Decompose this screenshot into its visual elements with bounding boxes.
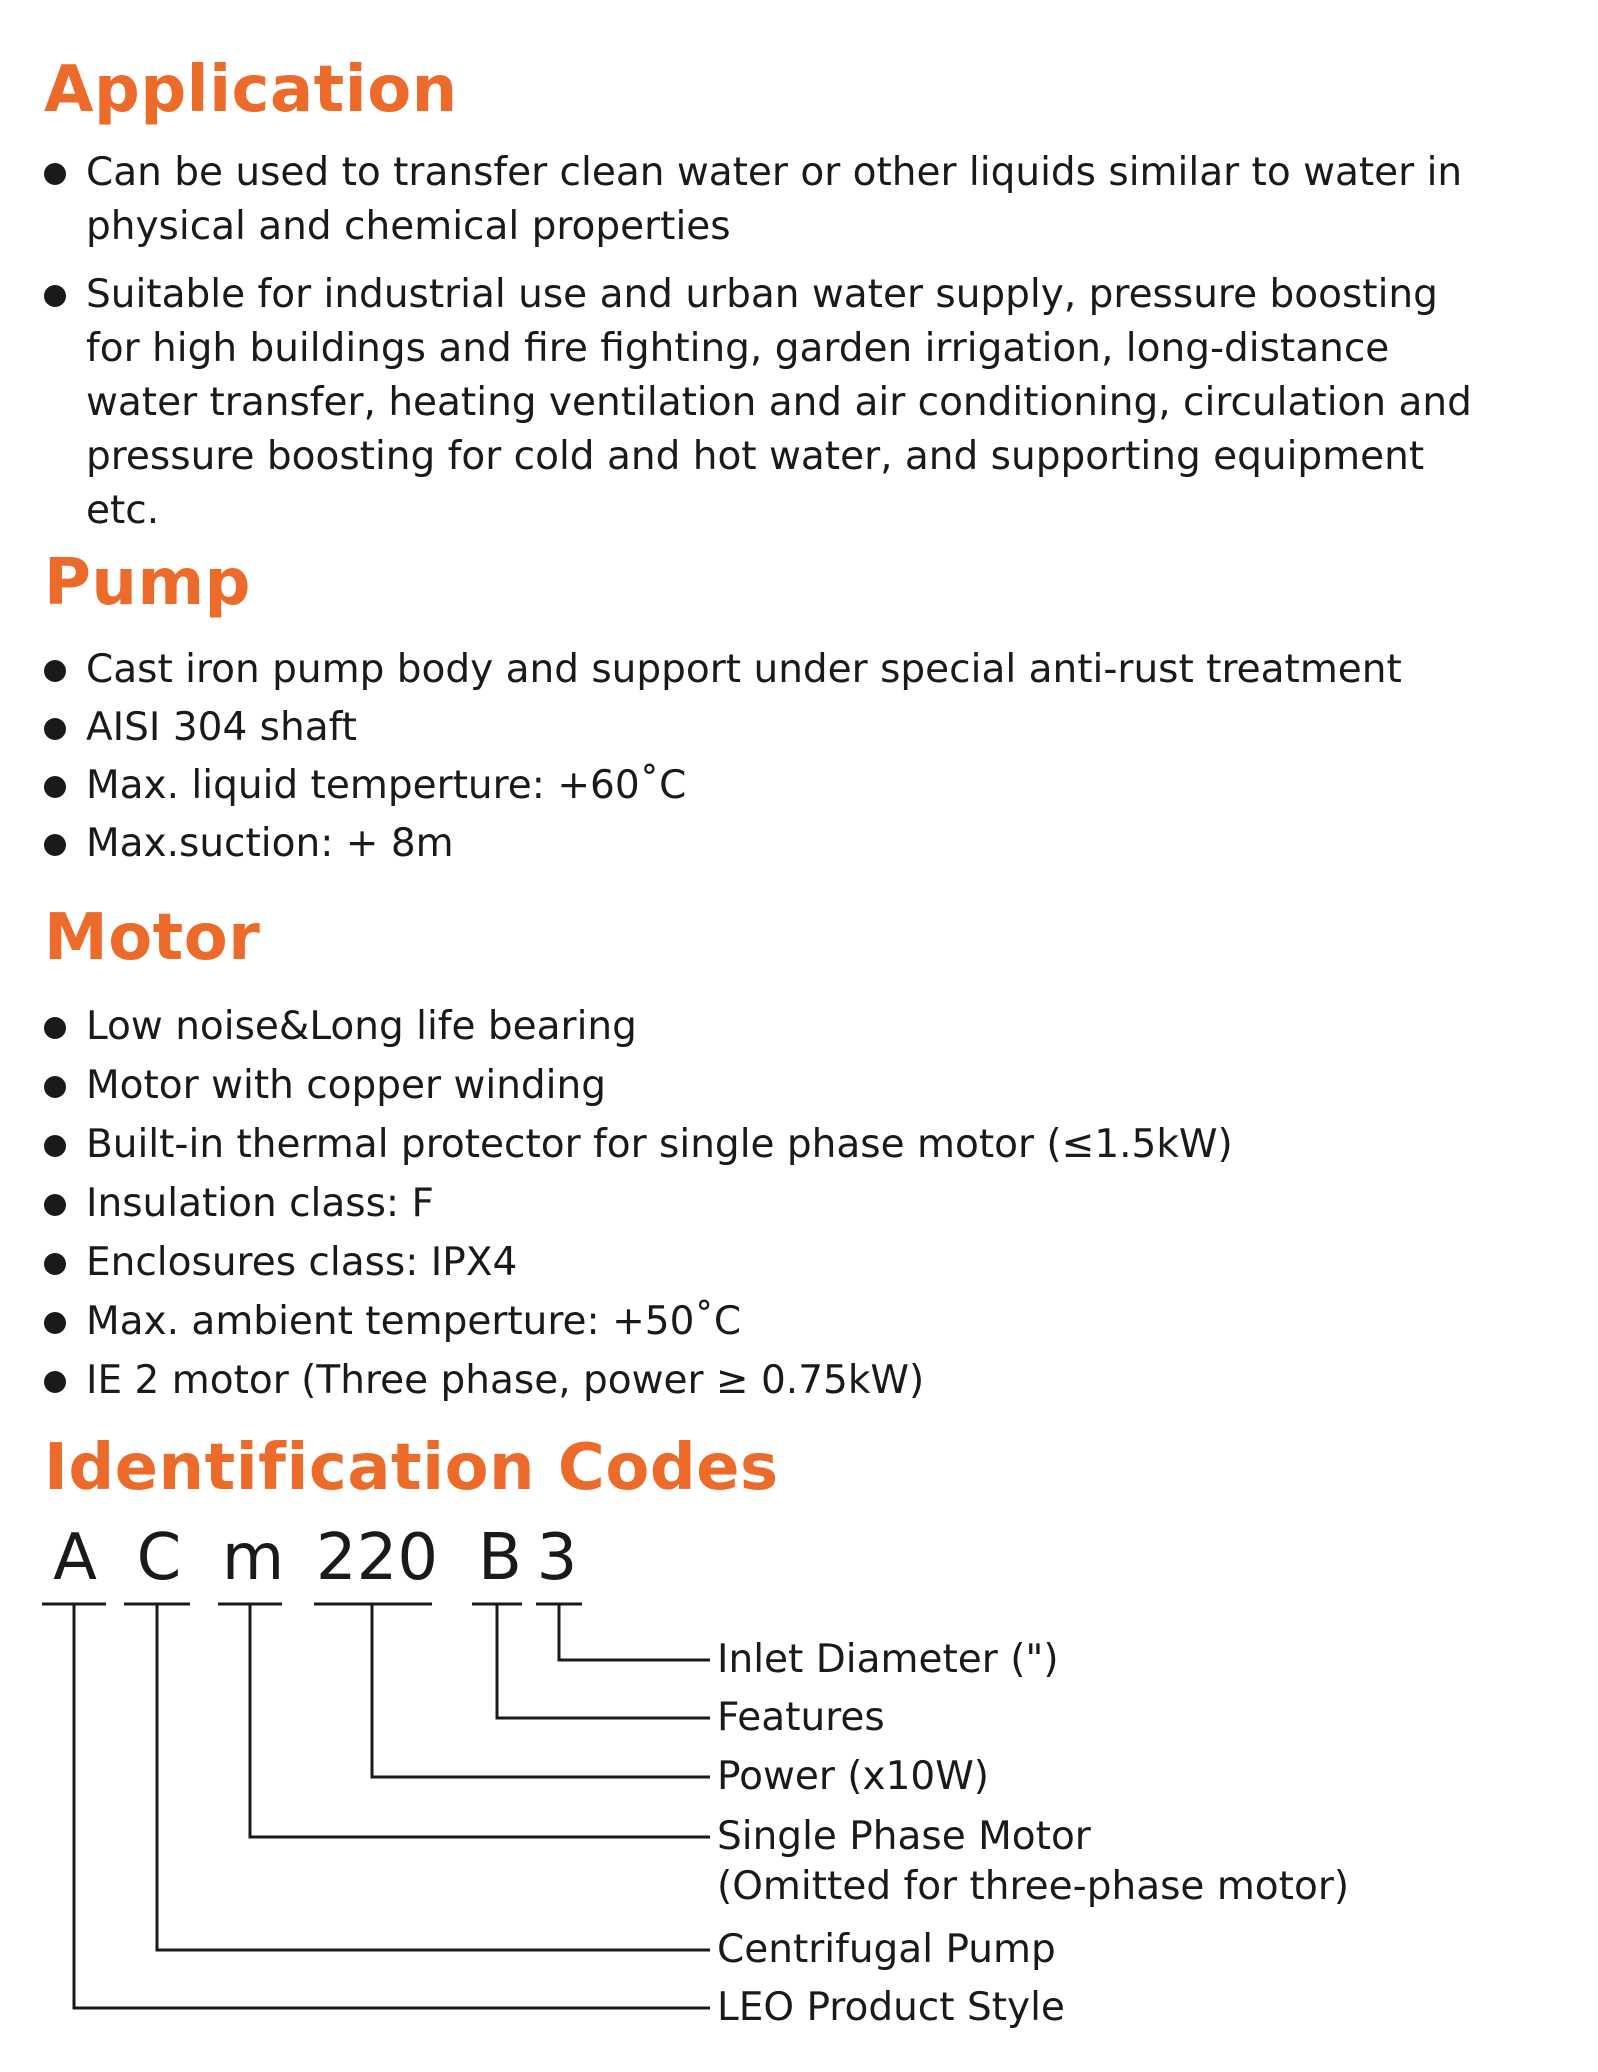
line-power <box>372 1604 710 1777</box>
pump-item-2: AISI 304 shaft <box>86 705 357 750</box>
motor-item-4: Insulation class: F <box>86 1181 434 1226</box>
motor-item-1: Low noise&Long life bearing <box>86 1004 637 1049</box>
pump-item-3: Max. liquid temperture: +60˚C <box>86 763 687 808</box>
label-inlet-diameter: Inlet Diameter (") <box>717 1637 1059 1682</box>
label-single-phase: Single Phase Motor <box>717 1814 1091 1859</box>
code-c: C <box>136 1521 182 1595</box>
pump-item-4: Max.suction: + 8m <box>86 821 454 866</box>
identification-title: Identification Codes <box>44 1431 779 1505</box>
motor-item-6: Max. ambient temperture: +50˚C <box>86 1299 742 1344</box>
code-power: 220 <box>315 1521 439 1595</box>
line-inlet <box>559 1604 710 1660</box>
application-title: Application <box>44 53 458 127</box>
code-3: 3 <box>536 1521 578 1595</box>
pump-title: Pump <box>44 546 251 620</box>
motor-item-7: IE 2 motor (Three phase, power ≥ 0.75kW) <box>86 1358 925 1403</box>
motor-title: Motor <box>44 901 261 975</box>
motor-item-5: Enclosures class: IPX4 <box>86 1240 518 1285</box>
label-single-phase-note: (Omitted for three-phase motor) <box>717 1864 1350 1909</box>
application-item-1: Can be used to transfer clean water or other liquids similar to water in physical and chemical properties <box>86 150 1463 249</box>
line-leo <box>74 1604 710 2008</box>
code-m: m <box>221 1521 285 1595</box>
code-b: B <box>478 1521 522 1595</box>
label-leo-product-style: LEO Product Style <box>717 1985 1065 2030</box>
motor-item-2: Motor with copper winding <box>86 1063 606 1108</box>
pump-item-1: Cast iron pump body and support under special anti-rust treatment <box>86 647 1402 692</box>
motor-item-3: Built-in thermal protector for single phase motor (≤1.5kW) <box>86 1122 1233 1167</box>
label-power: Power (x10W) <box>717 1754 990 1799</box>
label-centrifugal-pump: Centrifugal Pump <box>717 1927 1056 1972</box>
code-a: A <box>53 1521 97 1595</box>
line-single-phase <box>250 1604 710 1837</box>
label-features: Features <box>717 1695 885 1740</box>
application-item-2: Suitable for industrial use and urban water supply, pressure boosting for high buildings and fire fighting, garden irrigation, long-distance water transfer, heating ventilation and air conditioning, circulation and pressure boosting for cold and hot water, and supporting equipment etc. <box>86 272 1472 533</box>
